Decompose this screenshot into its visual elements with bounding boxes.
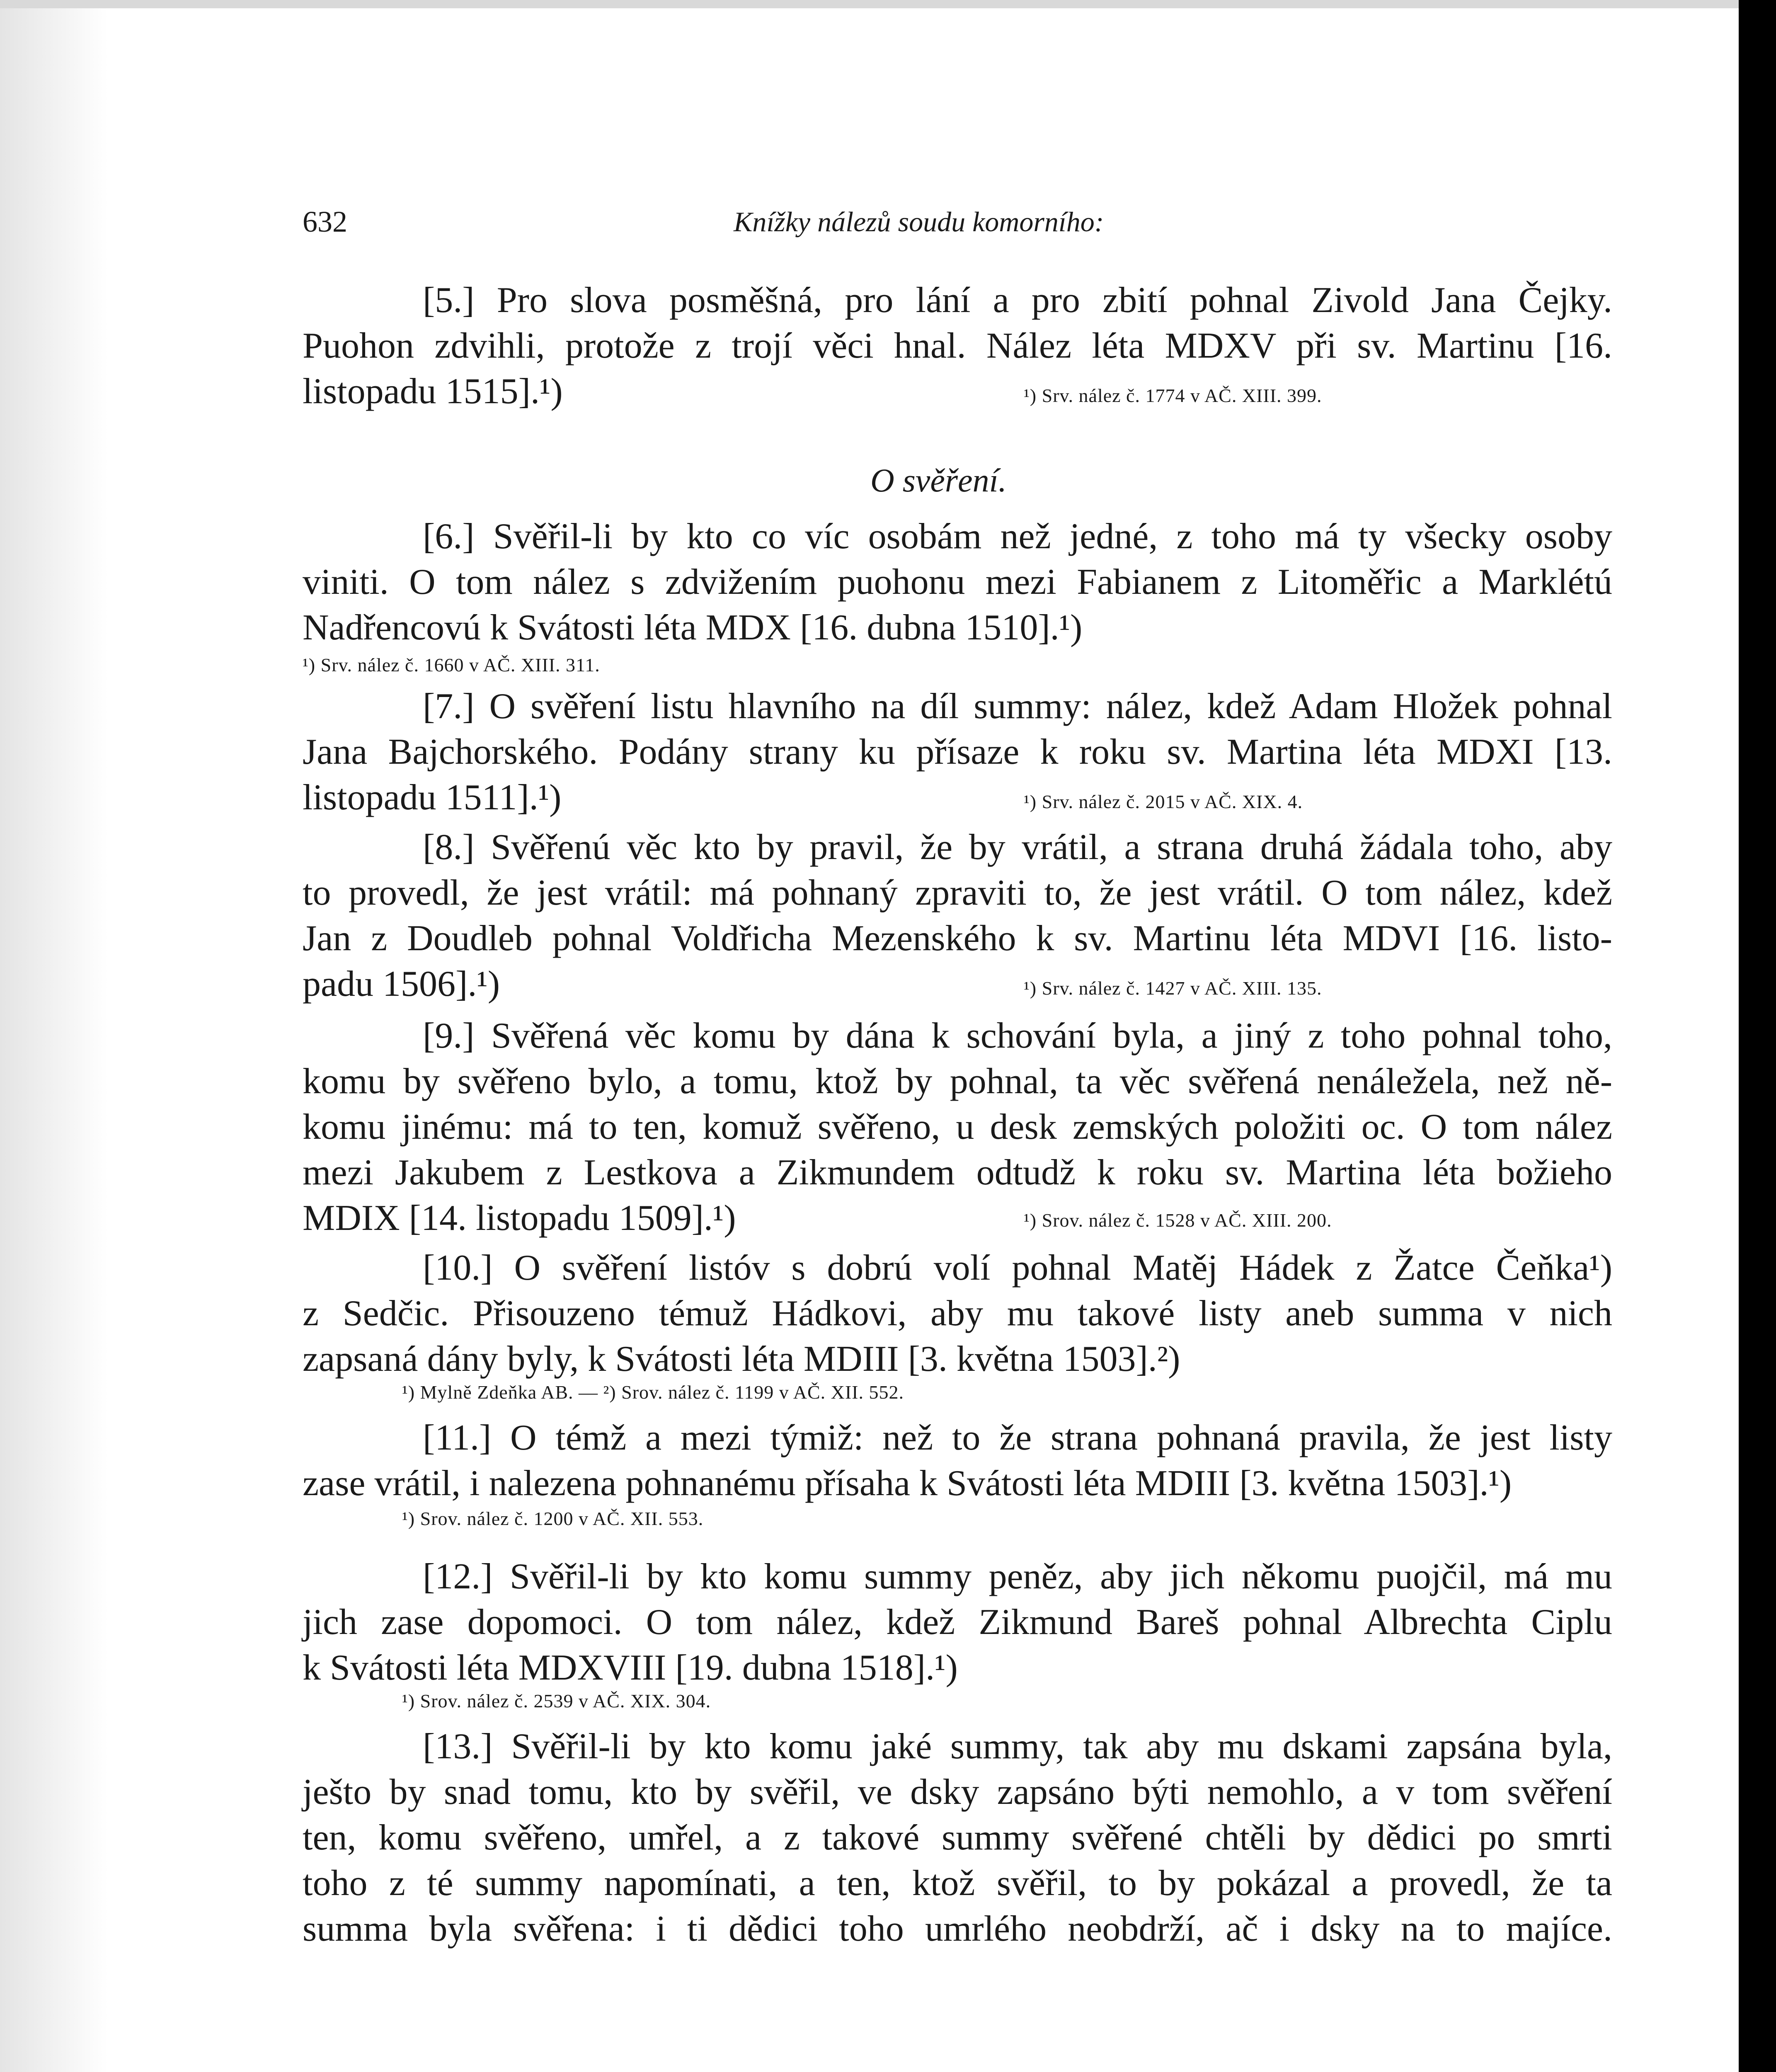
section-heading: O svěření. (870, 462, 1007, 499)
paragraph-5-line-1: [5.] Pro slova posměšná, pro lání a pro zbití pohnal Zivold Jana Čejky. (423, 280, 1612, 320)
scan-right-border (1739, 0, 1776, 2072)
paragraph-6-line-3: Nadřencovú k Svátosti léta MDX [16. dubna 1510].¹) (303, 608, 1083, 648)
paragraph-5-line-2: Puohon zdvihli, protože z trojí věci hnal. Nález léta MDXV při sv. Martinu [16. (303, 326, 1612, 366)
footnote-12: ¹) Srov. nález č. 2539 v AČ. XIX. 304. (402, 1690, 711, 1711)
footnote-10: ¹) Mylně Zdeňka AB. — ²) Srov. nález č. 1199 v AČ. XII. 552. (402, 1382, 904, 1403)
paragraph-10-line-3: zapsaná dány byly, k Svátosti léta MDIII [3. května 1503].²) (303, 1339, 1180, 1379)
paragraph-13-line-4: toho z té summy napomínati, a ten, ktož svěřil, to by pokázal a provedl, že ta (303, 1863, 1612, 1903)
paragraph-8-line-1: [8.] Svěřenú věc kto by pravil, že by vrátil, a strana druhá žádala toho, aby (423, 827, 1612, 867)
paragraph-9-line-2: komu by svěřeno bylo, a tomu, ktož by pohnal, ta věc svěřená nenáležela, než ně- (303, 1061, 1612, 1101)
running-title: Knížky nálezů soudu komorního: (734, 206, 1104, 237)
paragraph-12-line-3: k Svátosti léta MDXVIII [19. dubna 1518].¹) (303, 1648, 958, 1688)
paragraph-10-line-2: z Sedčic. Přisouzeno témuž Hádkovi, aby mu takové listy aneb summa v nich (303, 1293, 1612, 1334)
paragraph-13-line-3: ten, komu svěřeno, umřel, a z takové summy svěřené chtěli by dědici po smrti (303, 1818, 1612, 1858)
footnote-7: ¹) Srv. nález č. 2015 v AČ. XIX. 4. (1024, 791, 1303, 812)
paragraph-9-line-1: [9.] Svěřená věc komu by dána k schování byla, a jiný z toho pohnal toho, (423, 1016, 1612, 1056)
paragraph-11-line-2: zase vrátil, i nalezena pohnanému přísaha k Svátosti léta MDIII [3. května 1503].¹) (303, 1463, 1512, 1503)
paragraph-5-line-3: listopadu 1515].¹) (303, 371, 563, 411)
paragraph-13-line-5: summa byla svěřena: i ti dědici toho umrlého neobdrží, ač i dsky na to majíce. (303, 1909, 1612, 1949)
footnote-8: ¹) Srv. nález č. 1427 v AČ. XIII. 135. (1024, 978, 1322, 999)
paragraph-10-line-1: [10.] O svěření listóv s dobrú volí pohnal Matěj Hádek z Žatce Čeňka¹) (423, 1248, 1612, 1288)
paragraph-6-line-2: viniti. O tom nález s zdvižením puohonu mezi Fabianem z Litoměřic a Marklétú (303, 562, 1612, 602)
page-edge-shading (0, 0, 108, 2072)
page-number: 632 (303, 205, 347, 238)
paragraph-7-line-2: Jana Bajchorského. Podány strany ku přísaze k roku sv. Martina léta MDXI [13. (303, 732, 1612, 772)
paragraph-12-line-2: jich zase dopomoci. O tom nález, kdež Zikmund Bareš pohnal Albrechta Ciplu (303, 1602, 1612, 1642)
paragraph-9-line-4: mezi Jakubem z Lestkova a Zikmundem odtudž k roku sv. Martina léta božieho (303, 1152, 1612, 1193)
paragraph-9-line-5: MDIX [14. listopadu 1509].¹) (303, 1198, 736, 1238)
footnote-6: ¹) Srv. nález č. 1660 v AČ. XIII. 311. (303, 654, 600, 675)
page-body (303, 0, 1612, 2072)
footnote-5: ¹) Srv. nález č. 1774 v AČ. XIII. 399. (1024, 385, 1322, 406)
paragraph-7-line-3: listopadu 1511].¹) (303, 777, 562, 818)
paragraph-12-line-1: [12.] Svěřil-li by kto komu summy peněz, aby jich někomu puojčil, má mu (423, 1556, 1612, 1597)
footnote-11: ¹) Srov. nález č. 1200 v AČ. XII. 553. (402, 1508, 704, 1529)
paragraph-9-line-3: komu jinému: má to ten, komuž svěřeno, u desk zemských položiti oc. O tom nález (303, 1107, 1612, 1147)
paragraph-6-line-1: [6.] Svěřil-li by kto co víc osobám než jedné, z toho má ty všecky osoby (423, 516, 1612, 557)
paragraph-8-line-3: Jan z Doudleb pohnal Voldřicha Mezenského k sv. Martinu léta MDVI [16. listo- (303, 918, 1612, 959)
paragraph-13-line-1: [13.] Svěřil-li by kto komu jaké summy, tak aby mu dskami zapsána byla, (423, 1726, 1612, 1767)
paragraph-8-line-4: padu 1506].¹) (303, 964, 500, 1004)
paragraph-7-line-1: [7.] O svěření listu hlavního na díl summy: nález, kdež Adam Hložek pohnal (423, 686, 1612, 726)
paragraph-11-line-1: [11.] O témž a mezi týmiž: než to že strana pohnaná pravila, že jest listy (423, 1418, 1612, 1458)
paragraph-13-line-2: ješto by snad tomu, kto by svěřil, ve dsky zapsáno býti nemohlo, a v tom svěření (303, 1772, 1612, 1812)
footnote-9: ¹) Srov. nález č. 1528 v AČ. XIII. 200. (1024, 1210, 1332, 1231)
paragraph-8-line-2: to provedl, že jest vrátil: má pohnaný zpraviti to, že jest vrátil. O tom nález, kdež (303, 873, 1612, 913)
